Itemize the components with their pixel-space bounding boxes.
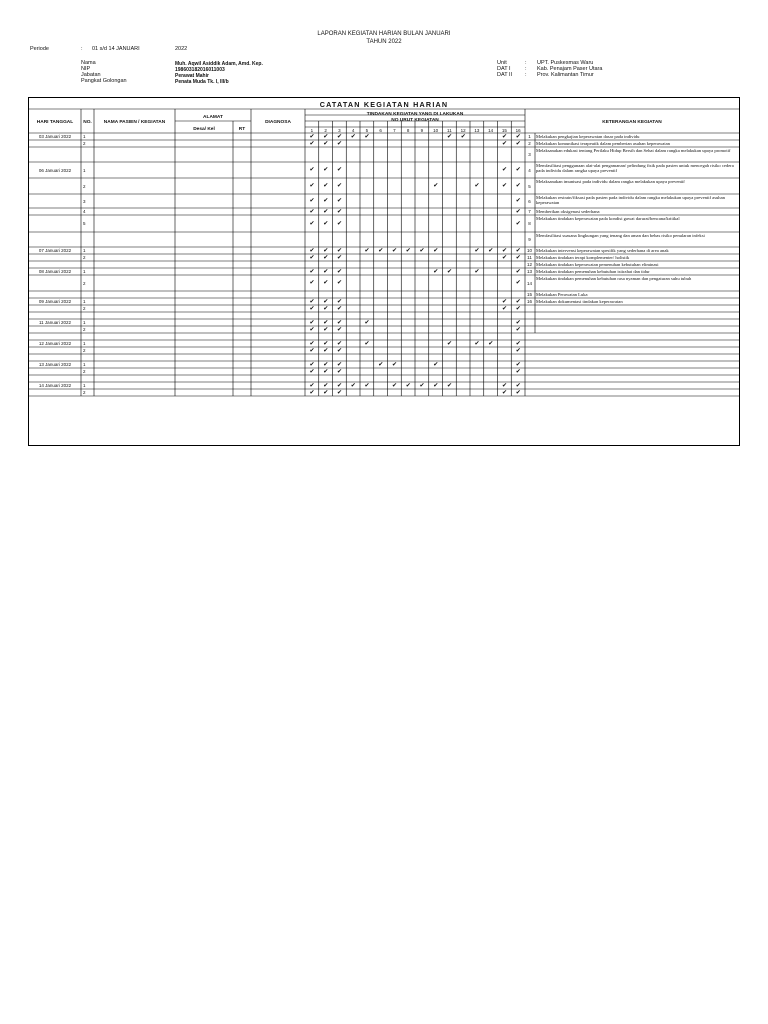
check-mark: ✔	[515, 367, 521, 375]
activity-number-header: 15	[501, 128, 507, 133]
check-mark: ✔	[309, 360, 315, 368]
periode-value: 01 s/d 14 JANUARI	[92, 46, 140, 52]
check-mark: ✔	[323, 325, 329, 333]
check-mark: ✔	[501, 388, 508, 396]
check-mark: ✔	[336, 279, 343, 286]
check-mark: ✔	[446, 339, 453, 347]
activity-description: Memfasilitasi penggunaan alat-alat pengamanan/ pelindung fisik pada pasien untuk mencegah risiko cedera pada individu dalam rangka upaya preventif	[536, 163, 734, 173]
check-mark: ✔	[501, 381, 508, 389]
check-mark: ✔	[433, 182, 439, 189]
activity-number-header: 12	[460, 128, 466, 133]
check-mark: ✔	[309, 279, 315, 286]
check-mark: ✔	[515, 246, 521, 254]
check-mark: ✔	[323, 166, 329, 173]
check-mark: ✔	[515, 304, 521, 312]
check-mark: ✔	[419, 246, 425, 254]
check-mark: ✔	[474, 267, 480, 275]
activity-number: 15	[526, 292, 532, 297]
check-mark: ✔	[309, 388, 315, 396]
activity-number: 7	[528, 209, 531, 214]
check-mark: ✔	[309, 339, 315, 347]
identity-value: Kab. Penajam Paser Utara	[537, 66, 603, 72]
activity-description: Melakukan tindakan keperawatan pada kondisi gawat darurat/bencana/kritikal	[536, 216, 680, 221]
row-number: 2	[83, 183, 86, 189]
check-mark: ✔	[323, 346, 329, 354]
identity-label: Unit	[497, 60, 507, 66]
row-number: 1	[83, 269, 86, 274]
check-mark: ✔	[474, 339, 480, 347]
col-header-date: HARI TANGGAL	[36, 120, 74, 125]
row-date: 13 Januari 2022	[38, 362, 72, 367]
activity-number: 12	[526, 262, 532, 267]
row-number: 1	[83, 299, 86, 304]
check-mark: ✔	[488, 339, 494, 347]
check-mark: ✔	[474, 182, 480, 189]
row-number: 2	[83, 369, 86, 374]
activity-description: Melakukan dokumentasi tindakan keperawatan	[536, 299, 623, 304]
check-mark: ✔	[488, 246, 494, 254]
check-mark: ✔	[391, 360, 398, 368]
check-mark: ✔	[515, 339, 521, 347]
row-date: 14 Januari 2022	[38, 383, 72, 388]
row-number: 1	[83, 320, 86, 325]
check-mark: ✔	[501, 253, 508, 261]
activity-number: 8	[528, 221, 531, 226]
check-mark: ✔	[405, 246, 411, 254]
identity-value: UPT. Puskesmas Waru	[537, 60, 594, 66]
activity-number-header: 7	[393, 128, 396, 133]
report-title: LAPORAN KEGIATAN HARIAN BULAN JANUARI	[317, 31, 451, 37]
check-mark: ✔	[501, 304, 508, 312]
identity-label: Nama	[81, 60, 96, 66]
activity-description: Melaksanakan edukasi tentang Perilaku Hidup Bersih dan Sehat dalam rangka melakukan upaya promotif	[536, 148, 731, 153]
check-mark: ✔	[515, 360, 521, 368]
activity-number: 13	[526, 269, 532, 274]
check-mark: ✔	[350, 381, 356, 389]
check-mark: ✔	[364, 132, 370, 140]
report-year: TAHUN 2022	[366, 38, 402, 45]
activity-number-header: 4	[351, 128, 355, 133]
row-date: 09 Januari 2022	[38, 299, 72, 304]
activity-description: Melakukan tindakan pemenuhan kebutuhan rasa nyaman dan pengaturan suhu tubuh	[536, 276, 692, 281]
activity-number-header: 6	[379, 128, 382, 133]
identity-label: DAT I	[497, 66, 511, 72]
check-mark: ✔	[336, 297, 343, 305]
check-mark: ✔	[515, 182, 521, 189]
check-mark: ✔	[364, 339, 370, 347]
check-mark: ✔	[323, 182, 329, 189]
check-mark: ✔	[309, 197, 315, 204]
activity-number-header: 9	[420, 128, 424, 133]
activity-number-header: 11	[447, 128, 452, 133]
row-date: 11 Januari 2022	[39, 320, 71, 325]
check-mark: ✔	[460, 132, 466, 140]
row-date: 08 Januari 2022	[38, 269, 72, 274]
identity-label: Pangkat Golongan	[81, 78, 127, 84]
check-mark: ✔	[323, 388, 329, 396]
check-mark: ✔	[309, 367, 315, 375]
check-mark: ✔	[501, 139, 508, 147]
check-mark: ✔	[405, 381, 411, 389]
check-mark: ✔	[336, 197, 343, 204]
check-mark: ✔	[446, 267, 453, 275]
check-mark: ✔	[309, 267, 315, 275]
check-mark: ✔	[309, 381, 315, 389]
check-mark: ✔	[323, 381, 329, 389]
col-header-alamat: ALAMAT	[203, 115, 223, 120]
check-mark: ✔	[515, 139, 521, 147]
activity-number: 4	[528, 167, 531, 173]
row-number: 1	[83, 134, 86, 139]
check-mark: ✔	[336, 339, 343, 347]
row-number: 2	[83, 255, 86, 260]
activity-description: Melakukan Perawatan Luka	[536, 292, 588, 297]
activity-description: Memberikan oksigenasi sederhana	[536, 209, 600, 214]
activity-number: 1	[528, 134, 531, 139]
activity-description: Melakukan tindakan pemenuhan kebutuhan istirahat dan tidur	[536, 269, 650, 274]
check-mark: ✔	[323, 246, 329, 254]
activity-number-header: 10	[433, 128, 439, 133]
check-mark: ✔	[515, 219, 521, 227]
check-mark: ✔	[336, 388, 343, 396]
table-title: CATATAN KEGIATAN HARIAN	[319, 100, 449, 109]
check-mark: ✔	[336, 139, 343, 147]
col-header-keterangan: KETERANGAN KEGIATAN	[602, 120, 662, 125]
check-mark: ✔	[391, 246, 398, 254]
check-mark: ✔	[336, 182, 343, 189]
row-number: 1	[83, 362, 86, 367]
row-number: 4	[83, 209, 86, 214]
identity-colon: :	[525, 60, 527, 66]
col-header-patient: NAMA PASIEN / KEGIATAN	[103, 120, 166, 125]
check-mark: ✔	[515, 279, 521, 286]
activity-number-header: 2	[324, 128, 327, 133]
row-number: 1	[83, 248, 86, 253]
check-mark: ✔	[433, 267, 439, 275]
check-mark: ✔	[323, 318, 329, 326]
check-mark: ✔	[323, 267, 329, 275]
check-mark: ✔	[515, 318, 521, 326]
row-number: 5	[83, 221, 86, 226]
check-mark: ✔	[391, 381, 398, 389]
activity-number: 11	[527, 255, 532, 260]
check-mark: ✔	[446, 132, 453, 140]
row-date: 12 Januari 2022	[38, 341, 72, 346]
check-mark: ✔	[515, 388, 521, 396]
col-header-desa: Desa/ Kel	[193, 127, 215, 132]
check-mark: ✔	[336, 304, 343, 312]
check-mark: ✔	[515, 346, 521, 354]
check-mark: ✔	[515, 297, 521, 305]
periode-colon: :	[81, 46, 83, 52]
check-mark: ✔	[501, 132, 508, 140]
col-header-tindakan: TINDAKAN KEGIATAN YANG DI LAKUKAN	[366, 112, 464, 117]
row-date: 03 Januari 2022	[38, 134, 72, 139]
check-mark: ✔	[309, 304, 315, 312]
check-mark: ✔	[309, 207, 315, 215]
activity-number-header: 14	[488, 128, 494, 133]
identity-value: Muh. Aqwil Asiddik Adam, Amd. Kep.	[175, 61, 263, 67]
row-number: 2	[83, 141, 86, 146]
identity-value: Perawat Mahir	[175, 73, 209, 79]
activity-description: Memfasilitasi suasana lingkungan yang tenang dan aman dan bebas risiko penularan infeksi	[536, 233, 705, 238]
col-header-rt: RT	[238, 127, 246, 132]
check-mark: ✔	[309, 346, 315, 354]
check-mark: ✔	[501, 297, 508, 305]
check-mark: ✔	[323, 139, 329, 147]
check-mark: ✔	[501, 182, 508, 189]
check-mark: ✔	[336, 132, 343, 140]
identity-colon: :	[525, 72, 527, 78]
activity-number: 10	[526, 248, 532, 253]
identity-value: 198603182016011003	[175, 67, 225, 73]
check-mark: ✔	[378, 246, 384, 254]
activity-number-header: 1	[310, 128, 314, 133]
check-mark: ✔	[515, 132, 521, 140]
row-number: 2	[83, 280, 86, 286]
check-mark: ✔	[323, 253, 329, 261]
row-number: 2	[83, 306, 86, 311]
check-mark: ✔	[336, 381, 343, 389]
activity-number: 5	[528, 183, 531, 189]
check-mark: ✔	[515, 207, 521, 215]
check-mark: ✔	[336, 318, 343, 326]
check-mark: ✔	[323, 132, 329, 140]
check-mark: ✔	[474, 246, 480, 254]
check-mark: ✔	[446, 381, 453, 389]
check-mark: ✔	[336, 360, 343, 368]
check-mark: ✔	[336, 219, 343, 227]
row-date: 07 Januari 2022	[38, 248, 72, 253]
identity-label: DAT II	[497, 72, 513, 78]
row-number: 2	[83, 390, 86, 395]
check-mark: ✔	[515, 325, 521, 333]
check-mark: ✔	[323, 279, 329, 286]
check-mark: ✔	[323, 207, 329, 215]
check-mark: ✔	[309, 297, 315, 305]
check-mark: ✔	[515, 197, 521, 204]
check-mark: ✔	[323, 219, 329, 227]
check-mark: ✔	[336, 207, 343, 215]
row-date: 06 Januari 2022	[38, 167, 72, 173]
check-mark: ✔	[364, 246, 370, 254]
check-mark: ✔	[309, 182, 315, 189]
periode-year: 2022	[175, 46, 188, 52]
check-mark: ✔	[323, 339, 329, 347]
col-header-urut: NO URUT KEGIATAN	[391, 118, 439, 123]
row-number: 2	[83, 348, 86, 353]
row-number: 2	[83, 327, 86, 332]
check-mark: ✔	[309, 139, 315, 147]
col-header-diagnosa: DIAGNOSA	[265, 120, 291, 125]
activity-description: Melakukan tindakan keperawatan pemenuhan kebutuhan eliminasi	[536, 262, 659, 267]
check-mark: ✔	[515, 253, 521, 261]
check-mark: ✔	[336, 367, 343, 375]
check-mark: ✔	[309, 318, 315, 326]
activity-number: 3	[528, 152, 531, 157]
check-mark: ✔	[323, 197, 329, 204]
activity-number: 9	[528, 237, 531, 242]
check-mark: ✔	[323, 367, 329, 375]
periode-label: Periode	[30, 46, 49, 52]
check-mark: ✔	[433, 246, 439, 254]
row-number: 1	[83, 167, 86, 173]
check-mark: ✔	[309, 132, 315, 140]
check-mark: ✔	[309, 166, 315, 173]
activity-number-header: 16	[515, 128, 521, 133]
check-mark: ✔	[364, 381, 370, 389]
activity-number-header: 8	[406, 128, 410, 133]
activity-number-header: 13	[474, 128, 480, 133]
check-mark: ✔	[433, 360, 439, 368]
report-title-block	[0, 31, 768, 46]
activity-number-header: 5	[365, 128, 369, 133]
check-mark: ✔	[309, 219, 315, 227]
activity-number: 14	[526, 280, 532, 286]
activity-number: 16	[526, 299, 532, 304]
check-mark: ✔	[378, 360, 384, 368]
check-mark: ✔	[336, 253, 343, 261]
activity-log-table	[28, 97, 740, 446]
row-number: 3	[83, 198, 86, 204]
check-mark: ✔	[309, 246, 315, 254]
check-mark: ✔	[364, 318, 370, 326]
activity-description: Melakukan tindakan terapi komplementer/ holistik	[536, 255, 630, 260]
check-mark: ✔	[515, 166, 521, 173]
activity-description: Melakukan komunikasi terapeutik dalam pemberian asuhan keperawatan	[536, 141, 670, 146]
check-mark: ✔	[336, 325, 343, 333]
check-mark: ✔	[323, 360, 329, 368]
check-mark: ✔	[336, 346, 343, 354]
activity-description: Melakukan pengkajian keperawatan dasar pada individu	[536, 134, 640, 139]
check-mark: ✔	[336, 246, 343, 254]
check-mark: ✔	[323, 297, 329, 305]
check-mark: ✔	[515, 381, 521, 389]
check-mark: ✔	[336, 267, 343, 275]
check-mark: ✔	[501, 246, 508, 254]
activity-number: 6	[528, 198, 531, 204]
check-mark: ✔	[515, 267, 521, 275]
check-mark: ✔	[309, 325, 315, 333]
check-mark: ✔	[501, 166, 508, 173]
check-mark: ✔	[350, 132, 356, 140]
identity-label: NIP	[81, 66, 91, 72]
identity-label: Jabatan	[81, 72, 101, 78]
check-mark: ✔	[336, 166, 343, 173]
row-number: 1	[83, 341, 86, 346]
identity-value: Prov. Kalimantan Timur	[537, 72, 594, 78]
activity-description: Melaksanakan imunisasi pada individu dalam rangka melakukan upaya preventif	[536, 179, 685, 184]
identity-value: Penata Muda Tk. I, III/b	[175, 79, 229, 85]
activity-number: 2	[528, 141, 531, 146]
check-mark: ✔	[433, 381, 439, 389]
identity-colon: :	[525, 66, 527, 72]
check-mark: ✔	[323, 304, 329, 312]
activity-description: Melakukan intervensi keperawatan spesifik yang sederhana di area anak	[536, 248, 669, 253]
activity-description: Melakukan restrain/fiksasi pada pasien pada individu dalam rangka melakukan upaya preventif asuhan keperawatan	[536, 195, 725, 205]
row-number: 1	[83, 383, 86, 388]
check-mark: ✔	[419, 381, 425, 389]
check-mark: ✔	[309, 253, 315, 261]
col-header-no: NO.	[83, 120, 92, 125]
activity-number-header: 3	[338, 128, 341, 133]
